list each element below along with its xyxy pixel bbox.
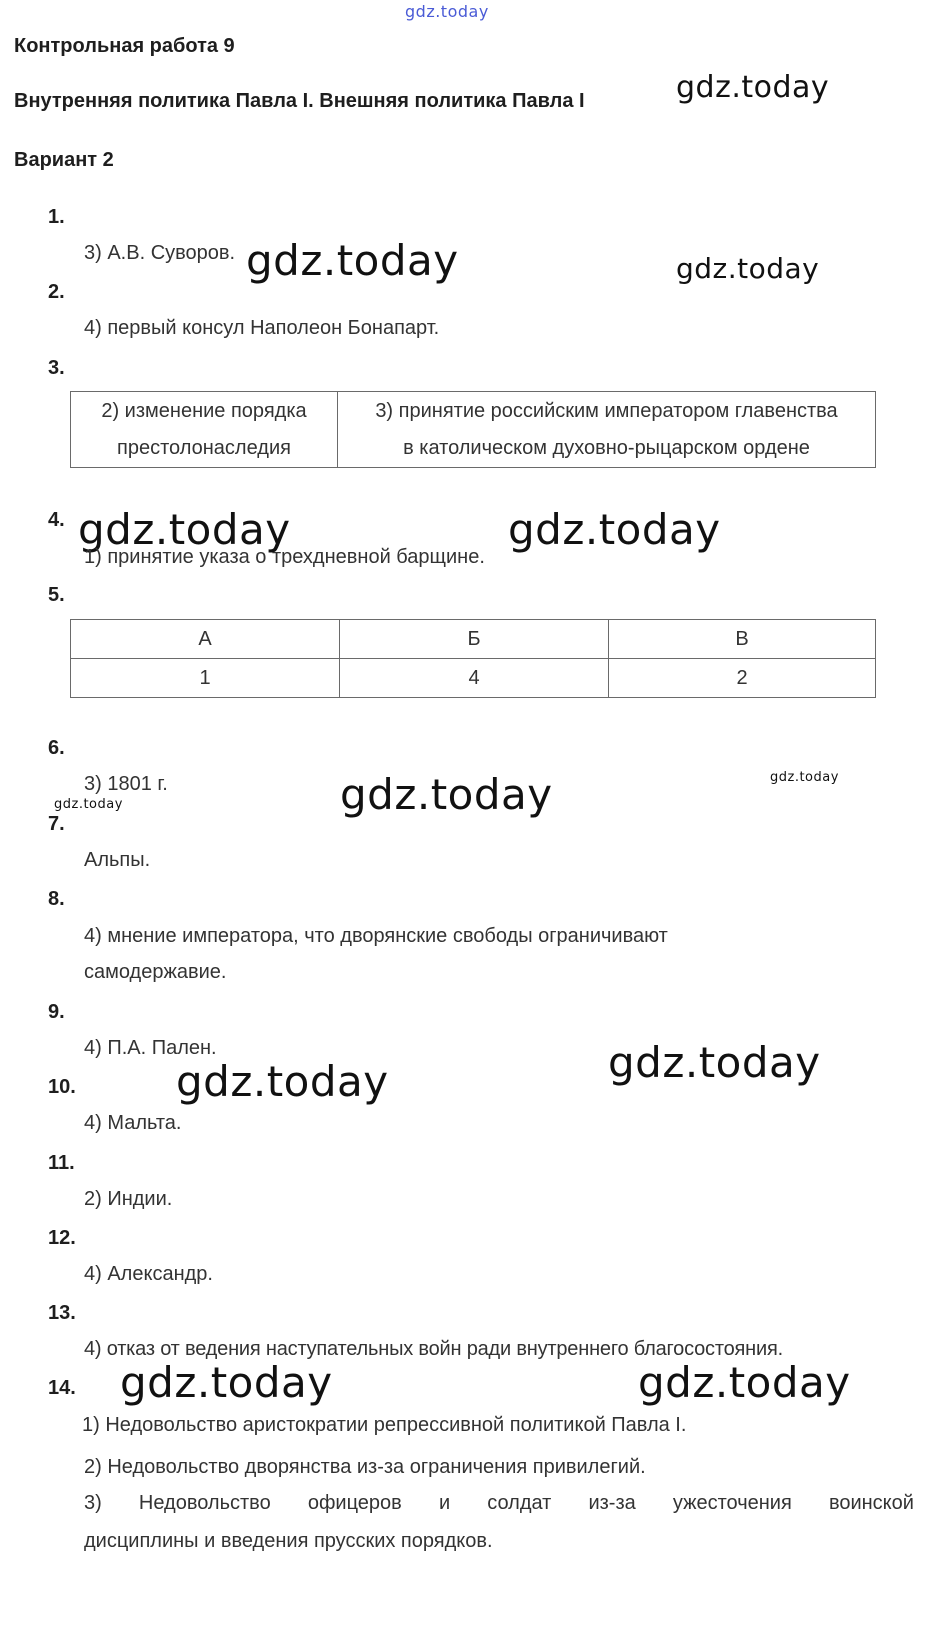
answer-text: 3) А.В. Суворов. xyxy=(84,242,236,264)
question-number: 11. xyxy=(48,1152,75,1174)
answer-text: 4) первый консул Наполеон Бонапарт. xyxy=(84,317,440,339)
table-header-cell: А xyxy=(71,620,340,659)
word: 3) xyxy=(84,1492,102,1514)
cell-line: 3) принятие российским императором главенства xyxy=(375,399,838,422)
watermark: gdz.today xyxy=(770,770,839,785)
answer-line-justified xyxy=(84,1492,914,1515)
table-header-cell: Б xyxy=(340,620,609,659)
table-cell xyxy=(71,392,338,468)
word: воинской xyxy=(828,1492,914,1514)
watermark: gdz.today xyxy=(638,1358,851,1407)
answer-text: 1) принятие указа о трехдневной барщине. xyxy=(84,546,485,568)
watermark-top: gdz.today xyxy=(405,2,489,21)
answer-text: 2) Недовольство дворянства из-за ограничения привилегий. xyxy=(84,1456,646,1478)
answer-text: 3) 1801 г. xyxy=(84,773,168,795)
question-number: 10. xyxy=(48,1076,76,1098)
watermark: gdz.today xyxy=(120,1358,333,1407)
question-number: 7. xyxy=(48,813,65,835)
question-number: 12. xyxy=(48,1227,76,1249)
document-subtitle: Внутренняя политика Павла I. Внешняя политика Павла I xyxy=(14,90,585,112)
word: солдат xyxy=(487,1492,552,1514)
question-number: 9. xyxy=(48,1001,65,1023)
document-title: Контрольная работа 9 xyxy=(14,35,235,57)
question-number: 2. xyxy=(48,281,65,303)
question-number: 13. xyxy=(48,1302,76,1324)
answer-text: 2) Индии. xyxy=(84,1188,173,1210)
answer-table-q3 xyxy=(70,391,876,468)
watermark: gdz.today xyxy=(78,505,291,554)
watermark: gdz.today xyxy=(608,1038,821,1087)
answer-text: Альпы. xyxy=(84,849,151,871)
word: и xyxy=(438,1492,451,1514)
table-header-cell: В xyxy=(609,620,876,659)
question-number: 14. xyxy=(48,1377,76,1399)
question-number: 8. xyxy=(48,888,65,910)
word: ужесточения xyxy=(672,1492,792,1514)
question-number: 3. xyxy=(48,357,65,379)
answer-text: самодержавие. xyxy=(84,961,227,983)
word: из-за xyxy=(588,1492,636,1514)
watermark: gdz.today xyxy=(676,70,830,105)
cell-line: 2) изменение порядка xyxy=(101,399,307,422)
cell-line: в католическом духовно-рыцарском ордене xyxy=(403,436,810,459)
watermark: gdz.today xyxy=(246,236,459,285)
question-number: 1. xyxy=(48,206,65,228)
answer-text: 4) отказ от ведения наступательных войн ради внутреннего благосостояния. xyxy=(84,1338,783,1360)
word: офицеров xyxy=(307,1492,402,1514)
answer-text: 1) Недовольство аристократии репрессивной политикой Павла I. xyxy=(82,1414,687,1436)
question-number: 4. xyxy=(48,509,65,531)
question-number: 5. xyxy=(48,584,65,606)
watermark: gdz.today xyxy=(176,1057,389,1106)
table-cell: 2 xyxy=(609,659,876,698)
answer-table-q5 xyxy=(70,619,876,698)
variant-label: Вариант 2 xyxy=(14,149,114,171)
answer-text: 4) мнение императора, что дворянские свободы ограничивают xyxy=(84,925,668,947)
table-cell: 1 xyxy=(71,659,340,698)
answer-text: 4) Александр. xyxy=(84,1263,213,1285)
cell-line: престолонаследия xyxy=(117,436,291,459)
table-cell xyxy=(338,392,876,468)
answer-text: 4) П.А. Пален. xyxy=(84,1037,217,1059)
table-cell: 4 xyxy=(340,659,609,698)
watermark: gdz.today xyxy=(340,770,553,819)
answer-text: дисциплины и введения прусских порядков. xyxy=(84,1530,493,1552)
watermark: gdz.today xyxy=(508,505,721,554)
question-number: 6. xyxy=(48,737,65,759)
watermark: gdz.today xyxy=(54,797,123,812)
word: Недовольство xyxy=(138,1492,271,1514)
watermark: gdz.today xyxy=(676,252,820,285)
answer-text: 4) Мальта. xyxy=(84,1112,182,1134)
